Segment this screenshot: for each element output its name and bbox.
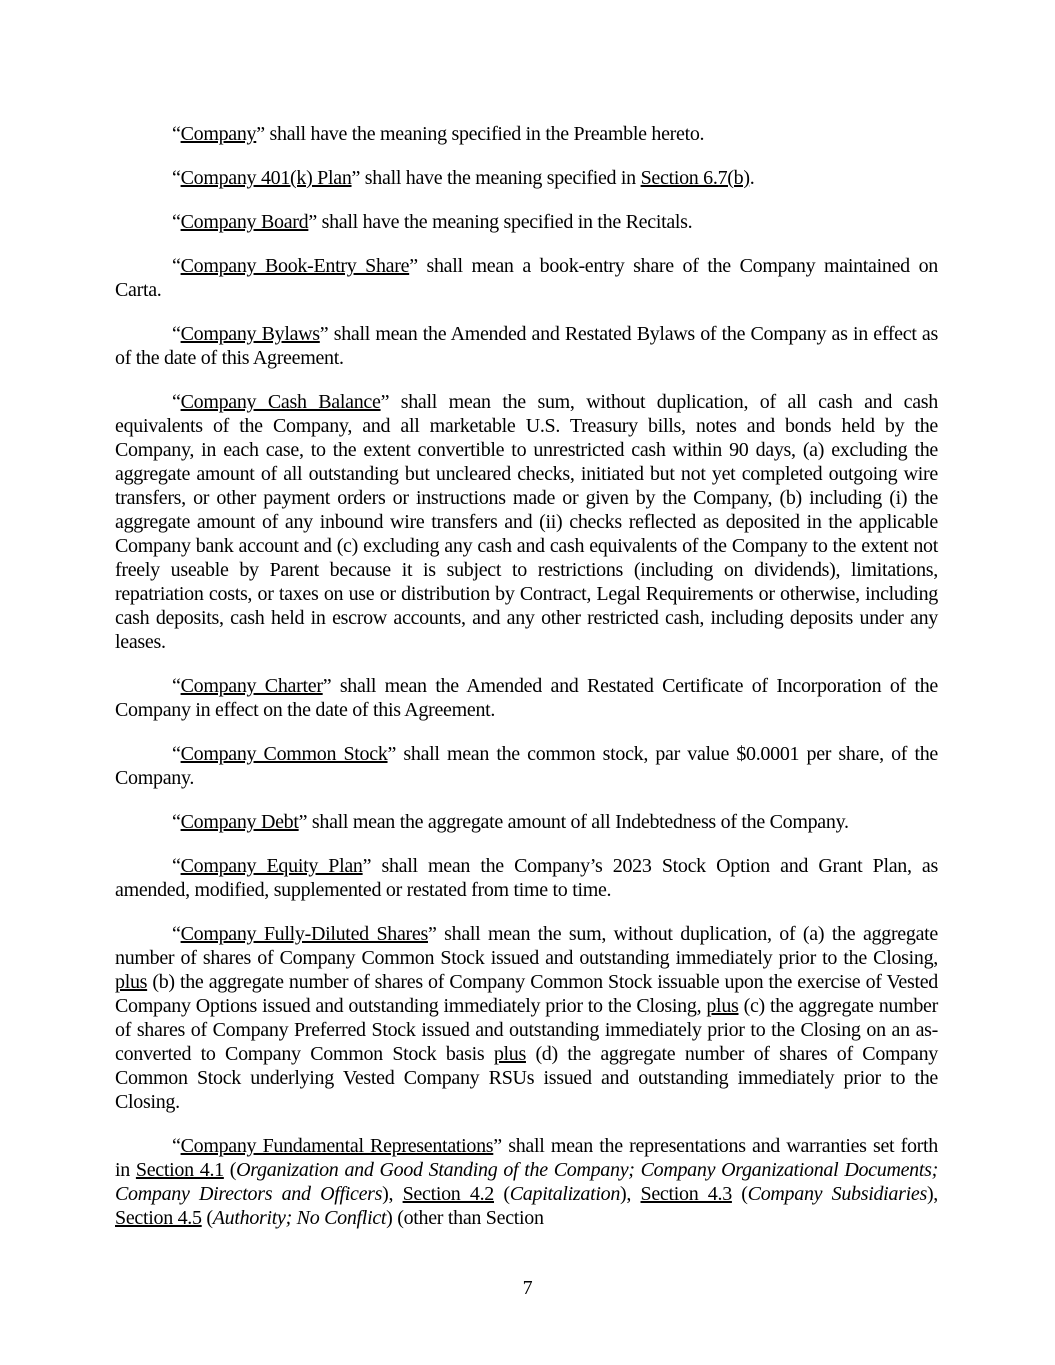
underlined-term: Company Fully-Diluted Shares [180, 923, 428, 945]
text-run: ” shall have the meaning specified in the Preamble hereto. [256, 123, 705, 145]
text-run: ), [926, 1183, 938, 1205]
definition-paragraph [115, 810, 938, 834]
underlined-term: Section 4.3 [640, 1183, 732, 1205]
underlined-term: plus [706, 995, 739, 1017]
text-run: (c) the aggregate number of shares of Company Preferred Stock issued and outstanding immediately prior to the Closing on an as-converted to Company Common Stock basis [115, 995, 938, 1065]
page-number: 7 [522, 1277, 533, 1299]
underlined-term: plus [493, 1043, 526, 1065]
document-body [115, 122, 938, 1250]
underlined-term: Company Common Stock [180, 743, 388, 765]
underlined-term: Company Board [180, 211, 309, 233]
text-run: “ [172, 255, 181, 277]
definition-paragraph [115, 166, 938, 190]
underlined-term: Section 4.2 [402, 1183, 494, 1205]
text-run: ” shall mean the aggregate amount of all Indebtedness of the Company. [298, 811, 849, 833]
text-run: “ [172, 743, 181, 765]
definition-paragraph [115, 1134, 938, 1230]
underlined-term: Company Bylaws [180, 323, 320, 345]
text-run: ” shall mean the Company’s 2023 Stock Option and Grant Plan, as amended, modified, supplemented or restated from time to time. [115, 855, 938, 901]
underlined-term: Company Charter [180, 675, 323, 697]
italic-caption: Organization and Good Standing of the Company; Company Organizational Documents; Company Directors and Officers [115, 1159, 938, 1205]
underlined-term: Section 4.5 [115, 1207, 202, 1229]
definition-paragraph [115, 322, 938, 370]
underlined-term: Company Fundamental Representations [180, 1135, 494, 1157]
text-run: ) (other than Section [386, 1207, 544, 1229]
text-run: ( [223, 1159, 237, 1181]
underlined-term: Section 6.7(b) [640, 167, 750, 189]
text-run: ( [494, 1183, 510, 1205]
underlined-term: Company Cash Balance [180, 391, 381, 413]
underlined-term: Company Book-Entry Share [180, 255, 410, 277]
underlined-term: Section 4.1 [135, 1159, 224, 1181]
text-run: “ [172, 1135, 181, 1157]
text-run: (d) the aggregate number of shares of Company Common Stock underlying Vested Company RSUs issued and outstanding immediately prior to the Closing. [115, 1043, 938, 1113]
text-run: ( [201, 1207, 213, 1229]
underlined-term: Company Equity Plan [180, 855, 363, 877]
text-run: “ [172, 923, 181, 945]
text-run: ” shall mean the representations and warranties set forth in [115, 1135, 938, 1181]
text-run: ” shall have the meaning specified in [351, 167, 641, 189]
italic-caption: Capitalization [509, 1183, 621, 1205]
text-run: “ [172, 675, 181, 697]
text-run: ” shall mean the sum, without duplication, of (a) the aggregate number of shares of Company Common Stock issued and outstanding immediately prior to the Closing, [115, 923, 938, 969]
definition-paragraph [115, 742, 938, 790]
text-run: ), [382, 1183, 403, 1205]
text-run: ” shall mean the Amended and Restated Certificate of Incorporation of the Company in effect on the date of this Agreement. [115, 675, 938, 721]
underlined-term: Company [180, 123, 257, 145]
page-footer [0, 1276, 1055, 1300]
text-run: ” shall mean the Amended and Restated Bylaws of the Company as in effect as of the date of this Agreement. [115, 323, 938, 369]
text-run: “ [172, 211, 181, 233]
definition-paragraph [115, 390, 938, 654]
text-run: “ [172, 167, 181, 189]
underlined-term: plus [115, 971, 148, 993]
text-run: “ [172, 323, 181, 345]
definition-paragraph [115, 854, 938, 902]
definition-paragraph [115, 922, 938, 1114]
text-run: “ [172, 123, 181, 145]
text-run: . [749, 167, 755, 189]
text-run: ), [620, 1183, 641, 1205]
definition-paragraph [115, 210, 938, 234]
text-run: ( [731, 1183, 748, 1205]
italic-caption: Authority; No Conflict [212, 1207, 387, 1229]
underlined-term: Company 401(k) Plan [180, 167, 352, 189]
text-run: “ [172, 391, 181, 413]
text-run: ” shall mean a book-entry share of the Company maintained on Carta. [115, 255, 939, 301]
text-run: “ [172, 811, 181, 833]
text-run: ” shall mean the sum, without duplication, of all cash and cash equivalents of the Company, and all marketable U.S. Treasury bills, notes and bonds held by the Company, in each case, to the extent convertible to unrestricted cash within 90 days, (a) excluding the aggregate amount of all outstanding but uncleared checks, initiated but not yet completed outgoing wire transfers, or other payment orders or instructions made or given by the Company, (b) including (i) the aggregate amount of any inbound wire transfers and (ii) checks reflected as deposited in the applicable Company bank account and (c) excluding any cash and cash equivalents of the Company to the extent not freely useable by Parent because it is subject to restrictions (including on dividends), limitations, repatriation costs, or taxes on use or distribution by Contract, Legal Requirements or otherwise, including cash deposits, cash held in escrow accounts, and any other restricted cash, including deposits under any leases. [115, 391, 938, 653]
italic-caption: Company Subsidiaries [747, 1183, 927, 1205]
text-run: (b) the aggregate number of shares of Company Common Stock issuable upon the exercise of Vested Company Options issued and outstanding immediately prior to the Closing, [115, 971, 938, 1017]
text-run: ” shall mean the common stock, par value $0.0001 per share, of the Company. [115, 743, 938, 789]
text-run: “ [172, 855, 181, 877]
definition-paragraph [115, 254, 938, 302]
text-run: ” shall have the meaning specified in the Recitals. [308, 211, 693, 233]
underlined-term: Company Debt [180, 811, 299, 833]
definition-paragraph [115, 674, 938, 722]
definition-paragraph [115, 122, 938, 146]
